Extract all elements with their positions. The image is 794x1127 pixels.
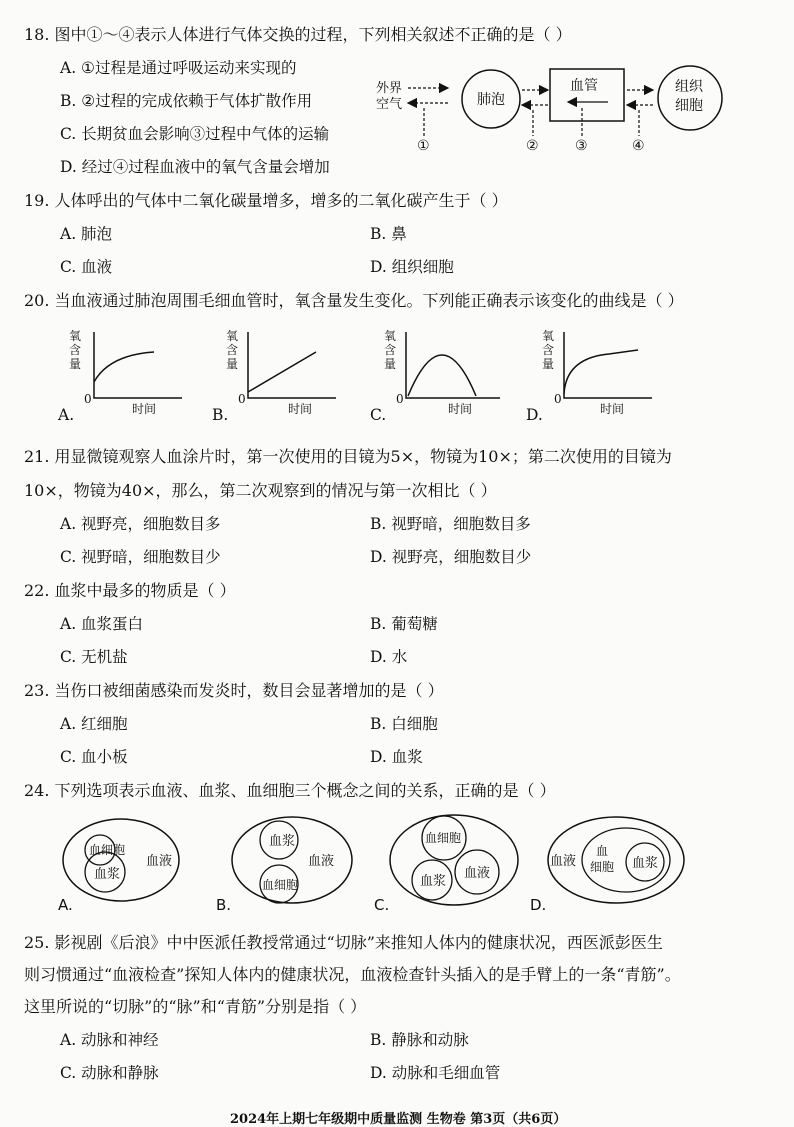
venn-b-plasma: 血浆 <box>269 834 296 849</box>
venn-b-blood: 血液 <box>308 854 335 869</box>
graph-d-xlabel: 时间 <box>600 402 625 416</box>
q23-option-a: A. 红细胞 <box>60 715 128 733</box>
graph-d-curve <box>564 350 638 394</box>
q23-option-d: D. 血浆 <box>370 748 423 766</box>
q19-option-b: B. 鼻 <box>370 225 407 243</box>
q21-option-c: C. 视野暗，细胞数目少 <box>60 548 221 566</box>
q19-option-c: C. 血液 <box>60 258 113 276</box>
q25-option-b: B. 静脉和动脉 <box>370 1031 469 1049</box>
q25-stem-line1: 25. 影视剧《后浪》中中医派任教授常通过“切脉”来推知人体内的健康状况，西医派彭医生 <box>24 933 663 952</box>
venn-option-a <box>58 819 179 914</box>
q24-venn-diagrams <box>56 810 746 920</box>
q20-graph-d <box>524 322 654 422</box>
graph-c-ylabel-1: 氧 <box>384 329 397 343</box>
venn-option-b <box>216 817 352 914</box>
q22-stem: 22. 血浆中最多的物质是（ ） <box>24 581 236 600</box>
venn-c-plasma: 血浆 <box>420 874 447 889</box>
venn-a-plasma: 血浆 <box>94 867 121 882</box>
q18-option-d: D. 经过④过程血液中的氧气含量会增加 <box>60 158 330 176</box>
graph-a-curve <box>94 352 154 382</box>
venn-b-cells: 血细胞 <box>262 878 299 892</box>
graph-b-axes <box>238 330 338 400</box>
graph-b-ylabel-3: 量 <box>226 357 239 371</box>
q25-stem-line2: 则习惯通过“血液检查”探知人体内的健康状况，血液检查针头插入的是手臂上的一条“青筋”。 <box>24 965 681 984</box>
q24-stem: 24. 下列选项表示血液、血浆、血细胞三个概念之间的关系，正确的是（ ） <box>24 781 556 800</box>
fig-vessel-label: 血管 <box>570 78 598 94</box>
venn-option-d <box>530 817 684 914</box>
graph-d-axes <box>554 330 654 400</box>
graph-b-ylabel-2: 含 <box>226 343 239 357</box>
q18-stem: 18. 图中①～④表示人体进行气体交换的过程，下列相关叙述不正确的是（ ） <box>24 25 572 44</box>
graph-b-origin: 0 <box>238 392 246 406</box>
q22-option-a: A. 血浆蛋白 <box>60 615 144 633</box>
graph-a-axes <box>84 330 184 400</box>
q21-option-d: D. 视野亮，细胞数目少 <box>370 548 532 566</box>
q21-stem-line2: 10×，物镜为40×，那么，第二次观察到的情况与第一次相比（ ） <box>24 481 497 500</box>
venn-d-cells-1: 血 <box>596 844 609 858</box>
q21-stem-line1: 21. 用显微镜观察人血涂片时，第一次使用的目镜为5×，物镜为10×；第二次使用的目镜为 <box>24 447 672 466</box>
q22-option-c: C. 无机盐 <box>60 648 128 666</box>
graph-d-ylabel-1: 氧 <box>542 329 555 343</box>
venn-b-letter: B. <box>216 896 232 914</box>
graph-b-ylabel-1: 氧 <box>226 329 239 343</box>
q25-option-d: D. 动脉和毛细血管 <box>370 1064 501 1082</box>
graph-c-ylabel-3: 量 <box>384 357 397 371</box>
graph-c-letter: C. <box>370 406 387 424</box>
graph-d-origin: 0 <box>554 392 562 406</box>
q19-option-d: D. 组织细胞 <box>370 258 454 276</box>
q22-option-b: B. 葡萄糖 <box>370 615 438 633</box>
venn-a-letter: A. <box>58 896 73 914</box>
graph-b-letter: B. <box>212 406 229 424</box>
venn-a-blood: 血液 <box>146 854 173 869</box>
q21-option-b: B. 视野暗，细胞数目多 <box>370 515 531 533</box>
graph-d-letter: D. <box>526 406 543 424</box>
graph-c-ylabel-2: 含 <box>384 343 397 357</box>
fig-num-2: ② <box>526 138 539 154</box>
venn-c-blood: 血液 <box>464 866 491 881</box>
graph-b-curve <box>248 352 316 392</box>
fig-tissue-label-1: 组织 <box>675 79 703 95</box>
venn-d-blood: 血液 <box>550 854 577 869</box>
q20-graph-b <box>210 322 340 422</box>
venn-c-cells: 血细胞 <box>425 831 462 845</box>
q20-graph-c <box>368 322 498 422</box>
q25-option-c: C. 动脉和静脉 <box>60 1064 159 1082</box>
q19-stem: 19. 人体呼出的气体中二氧化碳量增多，增多的二氧化碳产生于（ ） <box>24 191 508 210</box>
graph-c-xlabel: 时间 <box>448 402 473 416</box>
fig-alveoli-label: 肺泡 <box>477 92 505 108</box>
q23-stem: 23. 当伤口被细菌感染而发炎时，数目会显著增加的是（ ） <box>24 681 444 700</box>
q25-stem-line3: 这里所说的“切脉”的“脉”和“青筋”分别是指（ ） <box>24 997 367 1016</box>
vessel-box <box>550 69 624 121</box>
venn-option-c <box>374 815 518 914</box>
graph-c-origin: 0 <box>396 392 404 406</box>
venn-a-cells: 血细胞 <box>89 843 126 857</box>
q25-option-a: A. 动脉和神经 <box>60 1031 159 1049</box>
venn-d-plasma: 血浆 <box>632 856 659 871</box>
graph-b-xlabel: 时间 <box>288 402 313 416</box>
fig-air-label: 空气 <box>376 97 403 112</box>
venn-d-letter: D. <box>530 896 547 914</box>
q23-option-b: B. 白细胞 <box>370 715 438 733</box>
q20-stem: 20. 当血液通过肺泡周围毛细血管时，氧含量发生变化。下列能正确表示该变化的曲线是（ ） <box>24 291 684 310</box>
q21-option-a: A. 视野亮，细胞数目多 <box>60 515 221 533</box>
venn-d-cells-2: 细胞 <box>590 860 615 874</box>
graph-a-ylabel-1: 氧 <box>69 329 82 343</box>
fig-num-1: ① <box>417 138 430 154</box>
fig-num-4: ④ <box>632 138 645 154</box>
graph-a-ylabel-3: 量 <box>69 357 82 371</box>
q18-option-c: C. 长期贫血会影响③过程中气体的运输 <box>60 125 330 143</box>
graph-a-origin: 0 <box>84 392 92 406</box>
q18-gas-exchange-diagram <box>370 60 730 160</box>
fig-num-3: ③ <box>575 138 588 154</box>
page-footer: 2024年上期七年级期中质量监测 生物卷 第3页（共6页） <box>230 1112 567 1127</box>
graph-d-ylabel-2: 含 <box>542 343 555 357</box>
graph-a-ylabel-2: 含 <box>69 343 82 357</box>
q18-option-a: A. ①过程是通过呼吸运动来实现的 <box>60 59 297 77</box>
graph-a-letter: A. <box>58 406 75 424</box>
fig-tissue-label-2: 细胞 <box>675 98 703 114</box>
q22-option-d: D. 水 <box>370 648 408 666</box>
graph-a-xlabel: 时间 <box>132 402 157 416</box>
q18-option-b: B. ②过程的完成依赖于气体扩散作用 <box>60 92 313 110</box>
graph-c-curve <box>408 355 476 396</box>
graph-c-axes <box>396 330 506 400</box>
graph-d-ylabel-3: 量 <box>542 357 555 371</box>
venn-c-letter: C. <box>374 896 390 914</box>
q20-graph-a <box>56 322 186 422</box>
q19-option-a: A. 肺泡 <box>60 225 113 243</box>
fig-outside-label: 外界 <box>376 81 403 96</box>
q23-option-c: C. 血小板 <box>60 748 128 766</box>
